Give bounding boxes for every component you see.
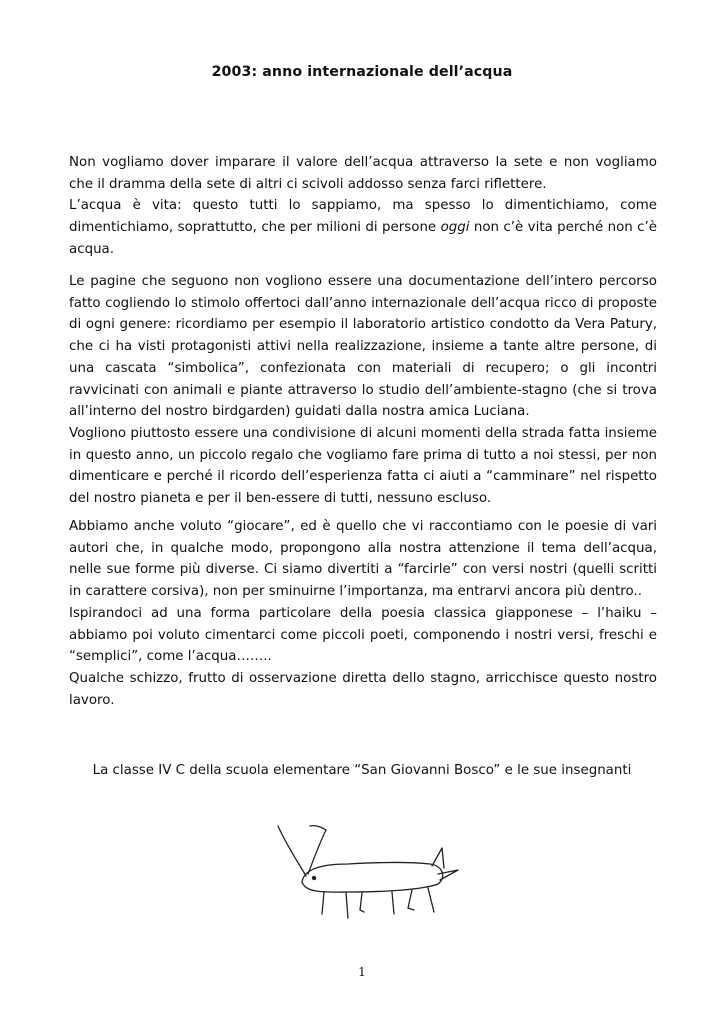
signature-line: La classe IV C della scuola elementare “San Giovanni Bosco” e le sue insegnanti	[92, 763, 632, 778]
paragraph-intro-sentence-2	[69, 195, 657, 260]
page-title: 2003: anno internazionale dell’acqua	[211, 64, 513, 80]
paragraph-play-sentence-3: Qualche schizzo, frutto di osservazione diretta dello stagno, arricchisce questo nostro lavoro.	[69, 670, 657, 708]
leg	[428, 888, 434, 912]
paragraph-pages	[69, 271, 657, 510]
insect-eye	[312, 876, 316, 880]
paragraph-pages-sentence-2: Vogliono piuttosto essere una condivisione di alcuni momenti della strada fatta insieme in questo anno, un piccolo regalo che vogliamo fare prima di tutto a noi stessi, per non dimenticare e perché il ricordo dell’esperienza fatta ci aiuti a “camminare” nel rispetto del nostro pianeta e per il ben-essere di tutti, nessuno escluso.	[69, 425, 657, 507]
paragraph-play	[69, 516, 657, 711]
antenna-tip	[310, 826, 326, 830]
antenna-left	[278, 826, 306, 876]
leg	[360, 893, 364, 912]
italic-word: oggi	[440, 220, 470, 236]
insect-sketch-icon	[262, 818, 462, 928]
insect-tail-lower	[438, 870, 458, 880]
text-run: non c’è vita perché non c’è acqua.	[69, 220, 657, 257]
insect-body	[302, 863, 443, 893]
paragraph-intro-sentence-1: Non vogliamo dover imparare il valore dell’acqua attraverso la sete e non vogliamo che il dramma della sete di altri ci scivoli addosso senza farci riflettere.	[69, 155, 657, 192]
paragraph-pages-sentence-1: Le pagine che seguono non vogliono essere una documentazione dell’intero percorso fatto cogliendo lo stimolo offertoci dall’anno internazionale dell’acqua ricco di proposte di ogni genere: ricordiamo per esempio il laboratorio artistico condotto da Vera Patury, che ci ha visti protagonisti attivi nella realizzazione, insieme a tante altre persone, di una cascata “simbolica”, confezionata con materiali di recupero; o gli incontri ravvicinati con animali e piante attraverso lo studio dell’ambiente-stagno (che si trova all’interno del nostro birdgarden) guidati dalla nostra amica Luciana.	[69, 274, 657, 420]
leg	[408, 890, 414, 910]
leg	[346, 893, 348, 918]
leg	[392, 892, 394, 914]
paragraph-play-sentence-1: Abbiamo anche voluto “giocare”, ed è quello che vi raccontiamo con le poesie di vari autori che, in qualche modo, propongono alla nostra attenzione il tema dell’acqua, nelle sue forme più diverse. Ci siamo divertiti a “farcirle” con versi nostri (quelli scritti in carattere corsiva), non per sminuirne l’importanza, ma entrarvi ancora più dentro..	[69, 519, 657, 600]
paragraph-intro	[69, 152, 657, 261]
page-number: 1	[358, 965, 366, 979]
paragraph-play-sentence-2: Ispirandoci ad una forma particolare della poesia classica giapponese – l’haiku – abbiamo poi voluto cimentarci come piccoli poeti, componendo i nostri versi, freschi e “semplici”, come l’acqua……..	[69, 605, 657, 665]
leg	[322, 892, 324, 914]
text-run: L’acqua è vita: questo tutti lo sappiamo, ma spesso lo dimentichiamo, come dimentichiamo, soprattutto, che per milioni di persone	[69, 198, 657, 236]
